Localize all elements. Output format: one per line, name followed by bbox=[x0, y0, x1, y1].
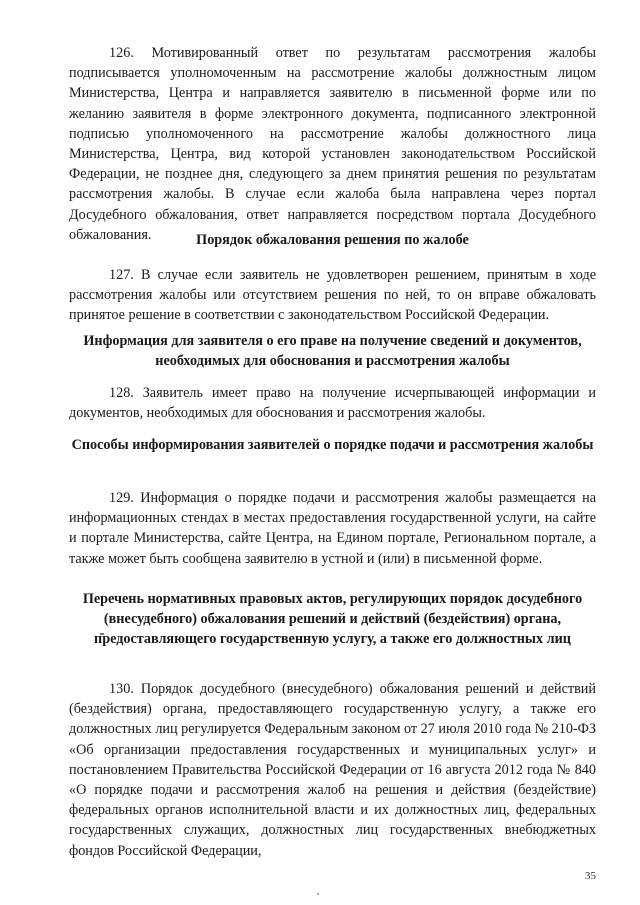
section-heading-right-to-information: Информация для заявителя о его праве на получение сведений и документов, необходимых для обоснования и рассмотрения жалобы bbox=[83, 333, 582, 370]
paragraph-128: 128. Заявитель имеет право на получение исчерпывающей информации и документов, необходимых для обоснования и рассмотрения жалобы. bbox=[69, 385, 596, 422]
page-number: 35 bbox=[585, 870, 596, 882]
paragraph-126: 126. Мотивированный ответ по результатам рассмотрения жалобы подписывается уполномоченным на рассмотрение жалобы должностным лицом Министерства, Центра и направляется заявителю в письменной форме или по желанию заявителя в форме электронного документа, подписанного электронной подписью уполномоченного на рассмотрение жалобы должностного лица Министерства, Центра, вид которой установлен законодательством Российской Федерации, не позднее дня, следующего за днем принятия решения по результатам рассмотрения жалобы. В случае если жалоба была направлена через портал Досудебного обжалования, ответ направляется посредством портала Досудебного обжалования. bbox=[69, 45, 596, 243]
section-heading-informing-methods: Способы информирования заявителей о порядке подачи и рассмотрения жалобы bbox=[71, 437, 594, 453]
section-heading-legal-acts: Перечень нормативных правовых актов, регулирующих порядок досудебного (внесудебного) обжалования решений и действий (бездействия) органа, предоставляющего государственную услугу, а также его должностных лиц bbox=[82, 591, 583, 648]
paragraph-127: 127. В случае если заявитель не удовлетворен решением, принятым в ходе рассмотрения жалобы или отсутствием решения по ней, то он вправе обжаловать принятое решение в соответствии с законодательством Российской Федерации. bbox=[69, 267, 596, 324]
paragraph-130: 130. Порядок досудебного (внесудебного) обжалования решений и действий (бездействия) органа, предоставляющего государственную услугу, а также его должностных лиц регулируется Федеральным законом от 27 июля 2010 года № 210-ФЗ «Об организации предоставления государственных и муниципальных услуг» и постановлением Правительства Российской Федерации от 16 августа 2012 года № 840 «О порядке подачи и рассмотрения жалоб на решения и действия (бездействие) федеральных органов исполнительной власти и их должностных лиц, федеральных государственных служащих, должностных лиц государственных внебюджетных фондов Российской Федерации, bbox=[69, 681, 596, 859]
scan-artifact bbox=[317, 893, 319, 895]
section-heading-appeal: Порядок обжалования решения по жалобе bbox=[196, 232, 469, 248]
paragraph-129: 129. Информация о порядке подачи и рассмотрения жалобы размещается на информационных стендах в местах предоставления государственной услуги, на сайте и портале Министерства, сайте Центра, на Едином портале, Региональном портале, а также может быть сообщена заявителю в устной и (или) в письменной форме. bbox=[69, 490, 596, 567]
